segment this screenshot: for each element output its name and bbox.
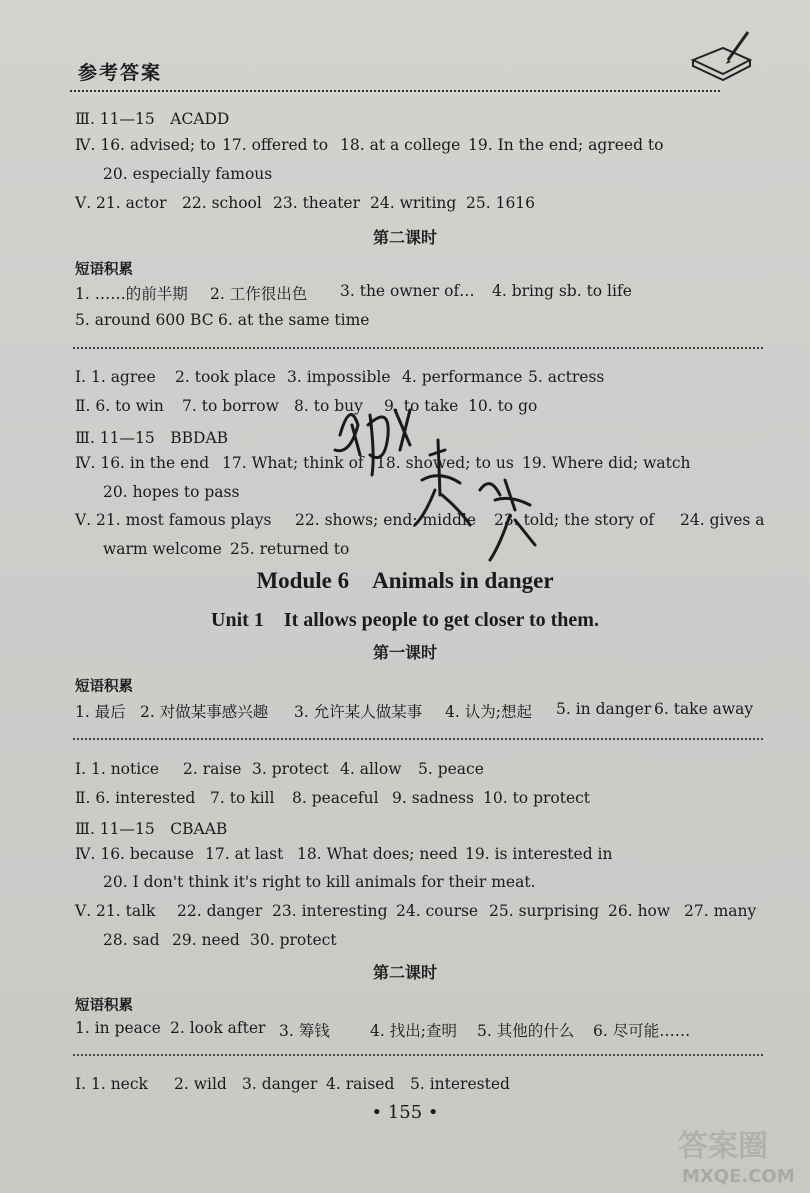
phrase-line-c: 3. 允许某人做某事: [294, 703, 423, 721]
phrase-line-b: 6. at the same time: [218, 311, 370, 329]
answer-line-d: 19. Where did; watch: [522, 454, 691, 472]
header-divider: [70, 90, 720, 92]
watermark-logo: [672, 1120, 806, 1190]
answer-line-d: 4. allow: [340, 760, 402, 778]
answer-line-b: 2. raise: [183, 760, 242, 778]
answer-line-d: 24. gives a: [680, 511, 765, 529]
answer-line-e: 25. 1616: [466, 194, 536, 212]
phrase-label: 短语积累: [75, 679, 133, 695]
phrase-line-a: 1. ……的前半期: [75, 285, 188, 303]
answer-line-e: 5. interested: [410, 1075, 510, 1093]
phrase-line-d: 4. bring sb. to life: [492, 282, 632, 300]
answer-line-c: 18. What does; need: [297, 845, 458, 863]
watermark-url: MXQE.COM: [682, 1166, 795, 1187]
answer-line-a: Ⅱ. 6. to win: [75, 397, 164, 415]
answer-line-d: 4. raised: [326, 1075, 395, 1093]
module-title: Module 6 Animals in danger: [256, 568, 554, 593]
phrase-line-f: 6. 尽可能……: [593, 1022, 691, 1040]
watermark-text: 答案圈: [678, 1129, 768, 1164]
answer-line-e: 25. surprising: [489, 902, 600, 920]
answer-line-c: 8. peaceful: [292, 789, 379, 807]
answer-line-b: 17. at last: [205, 845, 284, 863]
answer-line-b: 17. offered to: [222, 136, 329, 154]
answer-line: 20. especially famous: [103, 165, 273, 183]
phrase-line-d: 4. 找出;查明: [370, 1022, 457, 1040]
answer-line-d: 4. performance: [402, 368, 523, 386]
answer-line-a: Ⅳ. 16. because: [75, 845, 195, 863]
answer-line-a: Ⅰ. 1. neck: [75, 1075, 148, 1093]
answer-line-d: 24. course: [396, 902, 479, 920]
answer-line-g: 27. many: [684, 902, 757, 920]
phrase-label: 短语积累: [75, 998, 133, 1014]
answer-line-c: 3. impossible: [287, 368, 391, 386]
answer-line-e: 10. to protect: [483, 789, 591, 807]
answer-line-c: 23. interesting: [272, 902, 388, 920]
answer-line-b: 25. returned to: [230, 540, 350, 558]
phrase-line-a: 5. around 600 BC: [75, 311, 214, 329]
answer-line-f: 26. how: [608, 902, 671, 920]
dotted-divider: [73, 347, 763, 349]
handwriting-scribble: [330, 395, 550, 565]
phrase-line-b: 2. look after: [170, 1019, 266, 1037]
answer-line: 20. I don't think it's right to kill animals for their meat.: [103, 873, 536, 891]
answer-line-d: 9. to take: [384, 397, 459, 415]
section-heading: 第二课时: [372, 963, 437, 982]
answer-line-b: 7. to borrow: [182, 397, 279, 415]
phrase-line-a: 1. 最后: [75, 703, 126, 721]
section-heading: 第二课时: [372, 228, 437, 247]
answer-line-d: 24. writing: [370, 194, 457, 212]
phrase-line-f: 6. take away: [654, 700, 754, 718]
answer-line-c: 30. protect: [250, 931, 337, 949]
book-pen-icon: [688, 30, 758, 85]
phrase-line-d: 4. 认为;想起: [445, 703, 532, 721]
answer-line: Ⅲ. 11—15 CBAAB: [75, 820, 228, 838]
answer-line-a: Ⅴ. 21. most famous plays: [75, 511, 272, 529]
answer-line: 20. hopes to pass: [103, 483, 240, 501]
answer-line-a: warm welcome: [103, 540, 222, 558]
answer-line-c: 23. theater: [273, 194, 361, 212]
answer-line-a: Ⅴ. 21. actor: [75, 194, 167, 212]
phrase-line-e: 5. in danger: [556, 700, 652, 718]
answer-line-a: Ⅰ. 1. agree: [75, 368, 156, 386]
answer-line-b: 17. What; think of: [222, 454, 364, 472]
answer-line-a: Ⅴ. 21. talk: [75, 902, 156, 920]
answer-line: Ⅲ. 11—15 ACADD: [75, 110, 230, 128]
answer-line-a: Ⅳ. 16. in the end: [75, 454, 210, 472]
answer-line-b: 29. need: [172, 931, 240, 949]
answer-line-d: 9. sadness: [392, 789, 474, 807]
answer-line-c: 18. showed; to us: [376, 454, 514, 472]
phrase-line-e: 5. 其他的什么: [477, 1022, 575, 1040]
phrase-label: 短语积累: [75, 262, 133, 278]
section-heading: 第一课时: [372, 643, 437, 662]
answer-line-d: 19. In the end; agreed to: [468, 136, 664, 154]
answer-line-b: 22. danger: [177, 902, 263, 920]
answer-line-b: 7. to kill: [210, 789, 275, 807]
header-title: 参考答案: [78, 62, 163, 84]
answer-line-b: 2. wild: [174, 1075, 227, 1093]
answer-line-b: 22. school: [182, 194, 262, 212]
answer-line-c: 18. at a college: [340, 136, 461, 154]
answer-line-c: 8. to buy: [294, 397, 363, 415]
phrase-line-b: 2. 对做某事感兴趣: [140, 703, 269, 721]
phrase-line-a: 1. in peace: [75, 1019, 161, 1037]
answer-line-d: 19. is interested in: [465, 845, 613, 863]
dotted-divider: [73, 1054, 763, 1056]
answer-line-a: Ⅰ. 1. notice: [75, 760, 160, 778]
unit-title: Unit 1 It allows people to get closer to them.: [211, 609, 599, 631]
answer-line-a: Ⅳ. 16. advised; to: [75, 136, 216, 154]
answer-line-c: 3. protect: [252, 760, 329, 778]
answer-line-e: 5. actress: [528, 368, 605, 386]
answer-line-b: 2. took place: [175, 368, 276, 386]
answer-line-a: Ⅱ. 6. interested: [75, 789, 196, 807]
phrase-line-c: 3. the owner of…: [340, 282, 475, 300]
phrase-line-c: 3. 筹钱: [279, 1022, 330, 1040]
answer-line-b: 22. shows; end; middle: [295, 511, 477, 529]
page-number: • 155 •: [371, 1102, 439, 1123]
answer-line-c: 23. told; the story of: [494, 511, 655, 529]
dotted-divider: [73, 738, 763, 740]
answer-line-c: 3. danger: [242, 1075, 318, 1093]
phrase-line-b: 2. 工作很出色: [210, 285, 308, 303]
answer-line-e: 10. to go: [468, 397, 538, 415]
answer-line: Ⅲ. 11—15 BBDAB: [75, 429, 229, 447]
answer-line-a: 28. sad: [103, 931, 160, 949]
answer-line-e: 5. peace: [418, 760, 484, 778]
